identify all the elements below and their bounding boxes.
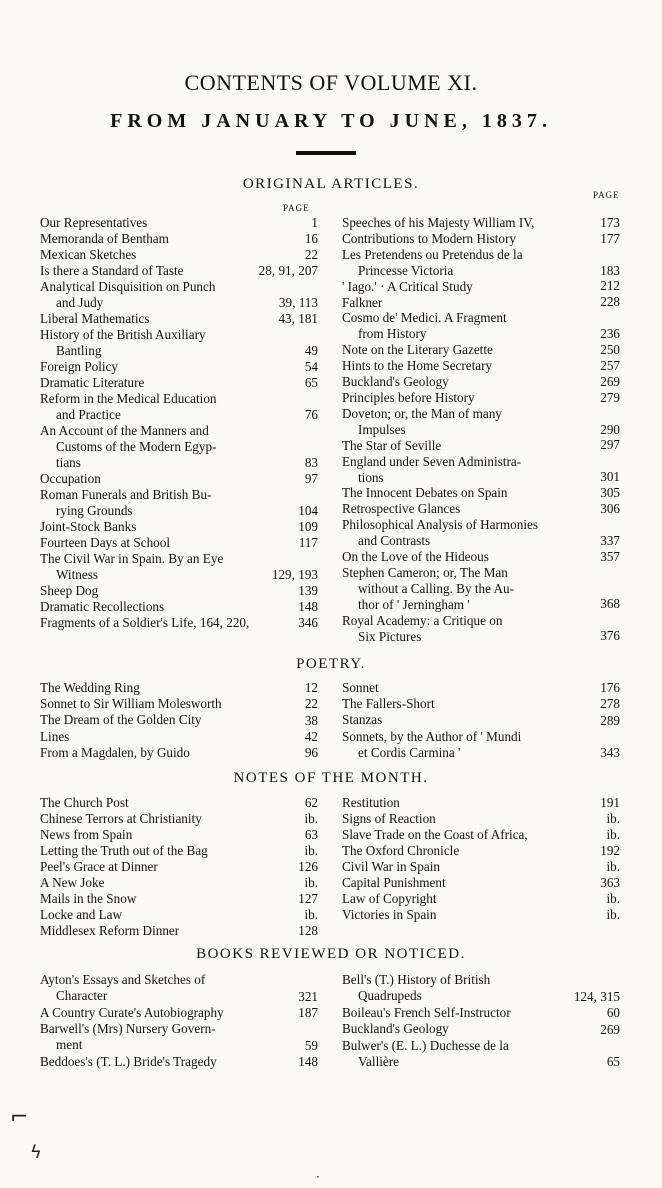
toc-entry: [342, 406, 620, 438]
toc-entry: [40, 423, 318, 471]
toc-entry: [40, 1021, 318, 1054]
toc-entry-page: 192: [600, 843, 620, 858]
toc-entry-title: Note on the Literary Gazette: [342, 342, 493, 358]
toc-entry-page: 321: [298, 988, 318, 1004]
toc-entry: [40, 923, 318, 939]
toc-entry-title: Capital Punishment: [342, 875, 446, 890]
toc-entry-page: 290: [600, 421, 620, 437]
toc-entry-page: 368: [600, 596, 620, 612]
toc-entry-page: 104: [298, 503, 318, 518]
toc-entry-title: Contributions to Modern History: [342, 230, 517, 246]
toc-entry-continuation: Witness: [56, 567, 98, 582]
toc-entry-page: 269: [600, 1021, 620, 1037]
toc-entry-title: The Fallers-Short: [342, 696, 435, 712]
toc-entry: [342, 827, 620, 843]
toc-entry-page: 129, 193: [271, 567, 318, 582]
toc-entry-page: 59: [304, 1037, 318, 1053]
toc-entry-title: Slave Trade on the Coast of Africa,: [342, 827, 528, 842]
toc-entry-title: Middlesex Reform Dinner: [40, 923, 180, 938]
toc-entry-page: 191: [600, 795, 620, 810]
toc-entry-title: Royal Academy: a Critique on: [342, 612, 503, 628]
toc-entry: [342, 215, 620, 231]
toc-entry-continuation: and Contrasts: [358, 533, 431, 549]
toc-entry: [40, 811, 318, 827]
toc-entry-continuation: et Cordis Carmina ': [358, 744, 461, 760]
toc-entry-continuation: Character: [56, 988, 108, 1003]
toc-entry-title: Buckland's Geology: [342, 374, 449, 389]
toc-entry-title: Memoranda of Bentham: [40, 231, 169, 246]
toc-entry-page: 43, 181: [278, 311, 318, 326]
toc-entry-continuation: thor of ' Jerningham ': [358, 596, 470, 612]
toc-entry: [40, 231, 318, 247]
toc-entry: [342, 295, 620, 311]
toc-entry: [342, 374, 620, 390]
page-title: CONTENTS OF VOLUME XI.: [184, 70, 478, 95]
toc-entry-page: 257: [600, 357, 620, 373]
toc-entry-page: 65: [304, 375, 318, 390]
toc-entry: [40, 843, 318, 859]
notes-left-column: [40, 795, 318, 945]
toc-entry-continuation: tions: [358, 469, 384, 485]
toc-entry-title: Sonnet: [342, 680, 379, 695]
toc-entry-title: Speeches of his Majesty William IV,: [342, 215, 535, 230]
books-right-column: [342, 972, 620, 1072]
toc-entry-title: News from Spain: [40, 827, 133, 842]
toc-entry-page: 39, 113: [278, 295, 318, 310]
toc-entry-page: 16: [304, 231, 318, 246]
toc-entry-page: 346: [298, 615, 318, 630]
toc-entry: [342, 247, 620, 279]
toc-entry-title: Falkner: [342, 294, 383, 310]
toc-entry-continuation: and Practice: [56, 407, 121, 422]
toc-entry-page: 228: [600, 294, 620, 310]
toc-entry: [40, 535, 318, 551]
toc-entry-title: Hints to the Home Secretary: [342, 358, 493, 374]
toc-entry-page: ib.: [304, 811, 318, 826]
toc-entry-title: Sonnets, by the Author of ' Mundi: [342, 728, 522, 744]
notes-right-column: [342, 795, 620, 945]
toc-entry-title: An Account of the Manners and: [40, 423, 209, 438]
toc-entry: [342, 342, 620, 358]
toc-entry: [342, 454, 620, 486]
toc-entry-page: 97: [304, 471, 318, 486]
toc-entry: [40, 1005, 318, 1021]
toc-entry-page: 363: [600, 875, 620, 890]
toc-entry-continuation: Customs of the Modern Egyp-: [56, 439, 217, 454]
toc-entry-page: ib.: [606, 907, 620, 922]
toc-entry-continuation: from History: [358, 326, 427, 342]
toc-entry: [342, 485, 620, 501]
page-column-label-left: PAGE: [283, 203, 310, 213]
toc-entry: [40, 875, 318, 891]
toc-entry: [40, 599, 318, 615]
toc-entry: [342, 565, 620, 613]
toc-entry: [40, 680, 318, 696]
toc-entry: [40, 391, 318, 423]
toc-entry-title: Law of Copyright: [342, 891, 437, 906]
toc-entry-page: ib.: [304, 843, 318, 858]
toc-entry-title: Fragments of a Soldier's Life, 164, 220,: [40, 615, 250, 630]
toc-entry-page: 289: [600, 712, 620, 728]
toc-entry-title: Ayton's Essays and Sketches of: [40, 972, 206, 987]
toc-entry-title: A Country Curate's Autobiography: [40, 1004, 224, 1020]
toc-entry-title: Is there a Standard of Taste: [40, 263, 184, 278]
toc-entry: [342, 875, 620, 891]
toc-entry: [342, 843, 620, 859]
toc-entry-title: Joint-Stock Banks: [40, 519, 137, 534]
toc-entry: [40, 615, 318, 631]
toc-entry-page: 357: [600, 548, 620, 564]
toc-entry-page: 96: [304, 744, 318, 760]
toc-entry: [40, 487, 318, 519]
toc-entry-page: 236: [600, 326, 620, 342]
toc-entry-continuation: Quadrupeds: [358, 988, 422, 1003]
toc-entry-title: From a Magdalen, by Guido: [40, 744, 190, 760]
toc-entry: [40, 471, 318, 487]
toc-entry-continuation: without a Calling. By the Au-: [358, 580, 515, 596]
section-books-reviewed: BOOKS REVIEWED OR NOTICED.: [196, 946, 466, 962]
books-left-column: [40, 972, 318, 1072]
toc-entry-title: Les Pretendens ou Pretendus de la: [342, 246, 523, 262]
toc-entry-title: The Civil War in Spain. By an Eye: [40, 551, 224, 566]
toc-entry: [40, 891, 318, 907]
toc-entry: [342, 390, 620, 406]
toc-entry-page: 176: [600, 680, 620, 696]
toc-entry-title: Stanzas: [342, 712, 383, 728]
toc-entry: [40, 263, 318, 279]
toc-entry: [40, 795, 318, 811]
toc-entry: [40, 696, 318, 712]
toc-entry-title: Victories in Spain: [342, 907, 437, 922]
toc-entry-page: 269: [600, 373, 620, 389]
toc-entry-title: Locke and Law: [40, 907, 123, 922]
toc-entry: [40, 972, 318, 1005]
toc-entry-page: 148: [298, 599, 318, 614]
toc-entry: [342, 811, 620, 827]
toc-entry-continuation: and Judy: [56, 295, 104, 310]
toc-entry-page: ib.: [606, 811, 620, 826]
toc-entry-page: 183: [600, 262, 620, 278]
toc-entry-title: The Wedding Ring: [40, 680, 140, 695]
toc-entry: [342, 1021, 620, 1037]
toc-entry-title: History of the British Auxiliary: [40, 327, 206, 342]
toc-entry-title: The Oxford Chronicle: [342, 843, 460, 858]
toc-entry: [342, 712, 620, 728]
toc-entry: [342, 438, 620, 454]
toc-entry: [40, 907, 318, 923]
toc-entry-page: 42: [304, 728, 318, 744]
toc-entry-title: A New Joke: [40, 875, 105, 890]
toc-entry: [342, 729, 620, 761]
page-column-label-right: PAGE: [593, 190, 620, 200]
toc-entry: [40, 729, 318, 745]
toc-entry-title: Dramatic Recollections: [40, 599, 165, 614]
toc-entry-title: ' Iago.' · A Critical Study: [342, 278, 473, 294]
toc-entry-page: 22: [304, 247, 318, 262]
toc-entry-title: Mails in the Snow: [40, 891, 137, 906]
toc-entry-title: Fourteen Days at School: [40, 535, 171, 550]
toc-entry: [40, 359, 318, 375]
toc-entry-title: Stephen Cameron; or, The Man: [342, 564, 508, 580]
toc-entry-page: 124, 315: [573, 988, 620, 1004]
toc-entry-title: Civil War in Spain: [342, 859, 440, 874]
toc-entry-page: 297: [600, 437, 620, 453]
ink-mark-scribble: ϟ: [30, 1142, 42, 1163]
toc-entry-title: Boileau's French Self-Instructor: [342, 1004, 511, 1020]
toc-entry: [40, 827, 318, 843]
toc-entry: [40, 551, 318, 583]
toc-entry: [40, 247, 318, 263]
toc-entry-page: 177: [600, 230, 620, 246]
toc-entry: [342, 310, 620, 342]
toc-entry: [342, 279, 620, 295]
toc-entry-page: 12: [304, 680, 318, 696]
toc-entry-page: ib.: [304, 907, 318, 922]
toc-entry-continuation: Vallière: [358, 1053, 400, 1069]
toc-entry: [40, 1054, 318, 1070]
toc-entry-title: Reform in the Medical Education: [40, 391, 217, 406]
toc-entry-continuation: Princesse Victoria: [358, 262, 454, 278]
toc-entry-title: Dramatic Literature: [40, 375, 145, 390]
toc-entry-title: Letting the Truth out of the Bag: [40, 843, 208, 858]
toc-entry-title: The Innocent Debates on Spain: [342, 485, 508, 501]
toc-entry-page: 63: [304, 827, 318, 842]
toc-entry-page: 1: [311, 215, 318, 230]
toc-entry: [342, 1038, 620, 1071]
ink-mark-left: ⌐: [10, 1105, 29, 1130]
toc-entry-title: Signs of Reaction: [342, 811, 436, 826]
toc-entry: [342, 231, 620, 247]
toc-entry-title: The Dream of the Golden City: [40, 712, 202, 728]
toc-entry-title: England under Seven Administra-: [342, 453, 522, 469]
toc-entry-page: 337: [600, 532, 620, 548]
toc-entry-continuation: tians: [56, 455, 81, 470]
toc-entry-page: 38: [304, 712, 318, 728]
toc-entry-title: Analytical Disquisition on Punch: [40, 279, 216, 294]
title-rule: [296, 151, 356, 155]
toc-entry: [40, 311, 318, 327]
toc-entry-continuation: Bantling: [56, 343, 102, 358]
original-articles-left-column: [40, 215, 318, 655]
toc-entry-title: Chinese Terrors at Christianity: [40, 811, 202, 826]
toc-entry: [40, 279, 318, 311]
toc-entry: [342, 1005, 620, 1021]
toc-entry: [342, 613, 620, 645]
toc-entry-page: ib.: [304, 875, 318, 890]
page-subtitle: FROM JANUARY TO JUNE, 1837.: [110, 110, 552, 132]
toc-entry-page: ib.: [606, 891, 620, 906]
toc-entry-page: 343: [600, 744, 620, 760]
toc-entry-page: 279: [600, 389, 620, 405]
toc-entry-title: The Church Post: [40, 795, 129, 810]
toc-entry-title: Foreign Policy: [40, 359, 119, 374]
original-articles-right-column: [342, 215, 620, 655]
toc-entry-title: Doveton; or, the Man of many: [342, 405, 502, 421]
toc-entry: [342, 358, 620, 374]
toc-entry-page: 83: [304, 455, 318, 470]
toc-entry-title: Mexican Sketches: [40, 247, 137, 262]
toc-entry-title: On the Love of the Hideous: [342, 548, 489, 564]
toc-entry-title: Sonnet to Sir William Molesworth: [40, 696, 222, 712]
toc-entry: [40, 745, 318, 761]
toc-entry-title: Buckland's Geology: [342, 1021, 449, 1037]
toc-entry: [342, 696, 620, 712]
toc-entry-title: Lines: [40, 728, 70, 744]
toc-entry-page: 139: [298, 583, 318, 598]
toc-entry-page: 65: [606, 1054, 620, 1070]
toc-entry-page: 76: [304, 407, 318, 422]
section-original-articles: ORIGINAL ARTICLES.: [242, 176, 420, 192]
toc-entry-title: Bell's (T.) History of British: [342, 972, 491, 987]
toc-entry: [342, 859, 620, 875]
toc-entry: [342, 501, 620, 517]
toc-entry-page: 187: [298, 1005, 318, 1021]
toc-entry-page: 212: [600, 278, 620, 294]
toc-entry-page: ib.: [606, 859, 620, 874]
toc-entry-title: Bulwer's (E. L.) Duchesse de la: [342, 1037, 509, 1053]
toc-entry: [40, 327, 318, 359]
toc-entry-continuation: Impulses: [358, 421, 406, 437]
toc-entry-page: 173: [600, 214, 620, 230]
toc-entry-title: Beddoes's (T. L.) Bride's Tragedy: [40, 1054, 217, 1069]
ink-mark-bottom: ·: [316, 1170, 320, 1184]
toc-entry-page: 60: [606, 1005, 620, 1021]
toc-entry: [40, 712, 318, 728]
toc-entry-page: 22: [304, 696, 318, 712]
toc-entry-page: 376: [600, 628, 620, 644]
toc-entry-page: 306: [600, 501, 620, 517]
toc-entry-title: Peel's Grace at Dinner: [40, 859, 158, 874]
toc-entry-page: 126: [298, 859, 318, 874]
toc-entry: [40, 519, 318, 535]
toc-entry-page: 49: [304, 343, 318, 358]
toc-entry: [342, 680, 620, 696]
toc-entry: [342, 972, 620, 1005]
toc-entry-title: Philosophical Analysis of Harmonies: [342, 517, 538, 533]
toc-entry-page: 301: [600, 469, 620, 485]
toc-entry: [342, 891, 620, 907]
toc-entry: [40, 583, 318, 599]
toc-entry-page: 62: [304, 795, 318, 810]
toc-entry-title: Principles before History: [342, 389, 475, 405]
toc-entry: [40, 215, 318, 231]
toc-entry-title: The Star of Seville: [342, 437, 442, 453]
toc-entry-title: Our Representatives: [40, 215, 148, 230]
toc-entry-title: Occupation: [40, 471, 101, 486]
toc-entry-title: Cosmo de' Medici. A Fragment: [342, 310, 507, 326]
toc-entry-page: 109: [298, 519, 318, 534]
toc-entry-page: 127: [298, 891, 318, 906]
toc-entry: [342, 795, 620, 811]
toc-entry: [342, 517, 620, 549]
toc-entry-continuation: rying Grounds: [56, 503, 133, 518]
toc-entry-page: 128: [298, 923, 318, 938]
toc-entry-title: Sheep Dog: [40, 583, 99, 598]
toc-entry-title: Barwell's (Mrs) Nursery Govern-: [40, 1021, 216, 1037]
toc-entry-page: 278: [600, 696, 620, 712]
toc-entry: [342, 907, 620, 923]
section-poetry: POETRY.: [296, 656, 366, 672]
toc-entry-title: Liberal Mathematics: [40, 311, 150, 326]
toc-entry-continuation: Six Pictures: [358, 628, 422, 644]
toc-entry-page: 28, 91, 207: [258, 263, 318, 278]
toc-entry-page: ib.: [606, 827, 620, 842]
toc-entry-page: 305: [600, 485, 620, 501]
toc-entry-page: 54: [304, 359, 318, 374]
toc-entry-continuation: ment: [56, 1037, 83, 1053]
toc-entry-page: 117: [298, 535, 318, 550]
toc-entry: [342, 549, 620, 565]
section-notes-of-the-month: NOTES OF THE MONTH.: [233, 770, 429, 786]
toc-entry-page: 250: [600, 342, 620, 358]
toc-entry: [40, 859, 318, 875]
toc-entry-page: 148: [298, 1054, 318, 1070]
toc-entry: [40, 375, 318, 391]
toc-entry-title: Retrospective Glances: [342, 501, 461, 517]
toc-entry-title: Roman Funerals and British Bu-: [40, 487, 212, 502]
toc-entry-title: Restitution: [342, 795, 400, 810]
